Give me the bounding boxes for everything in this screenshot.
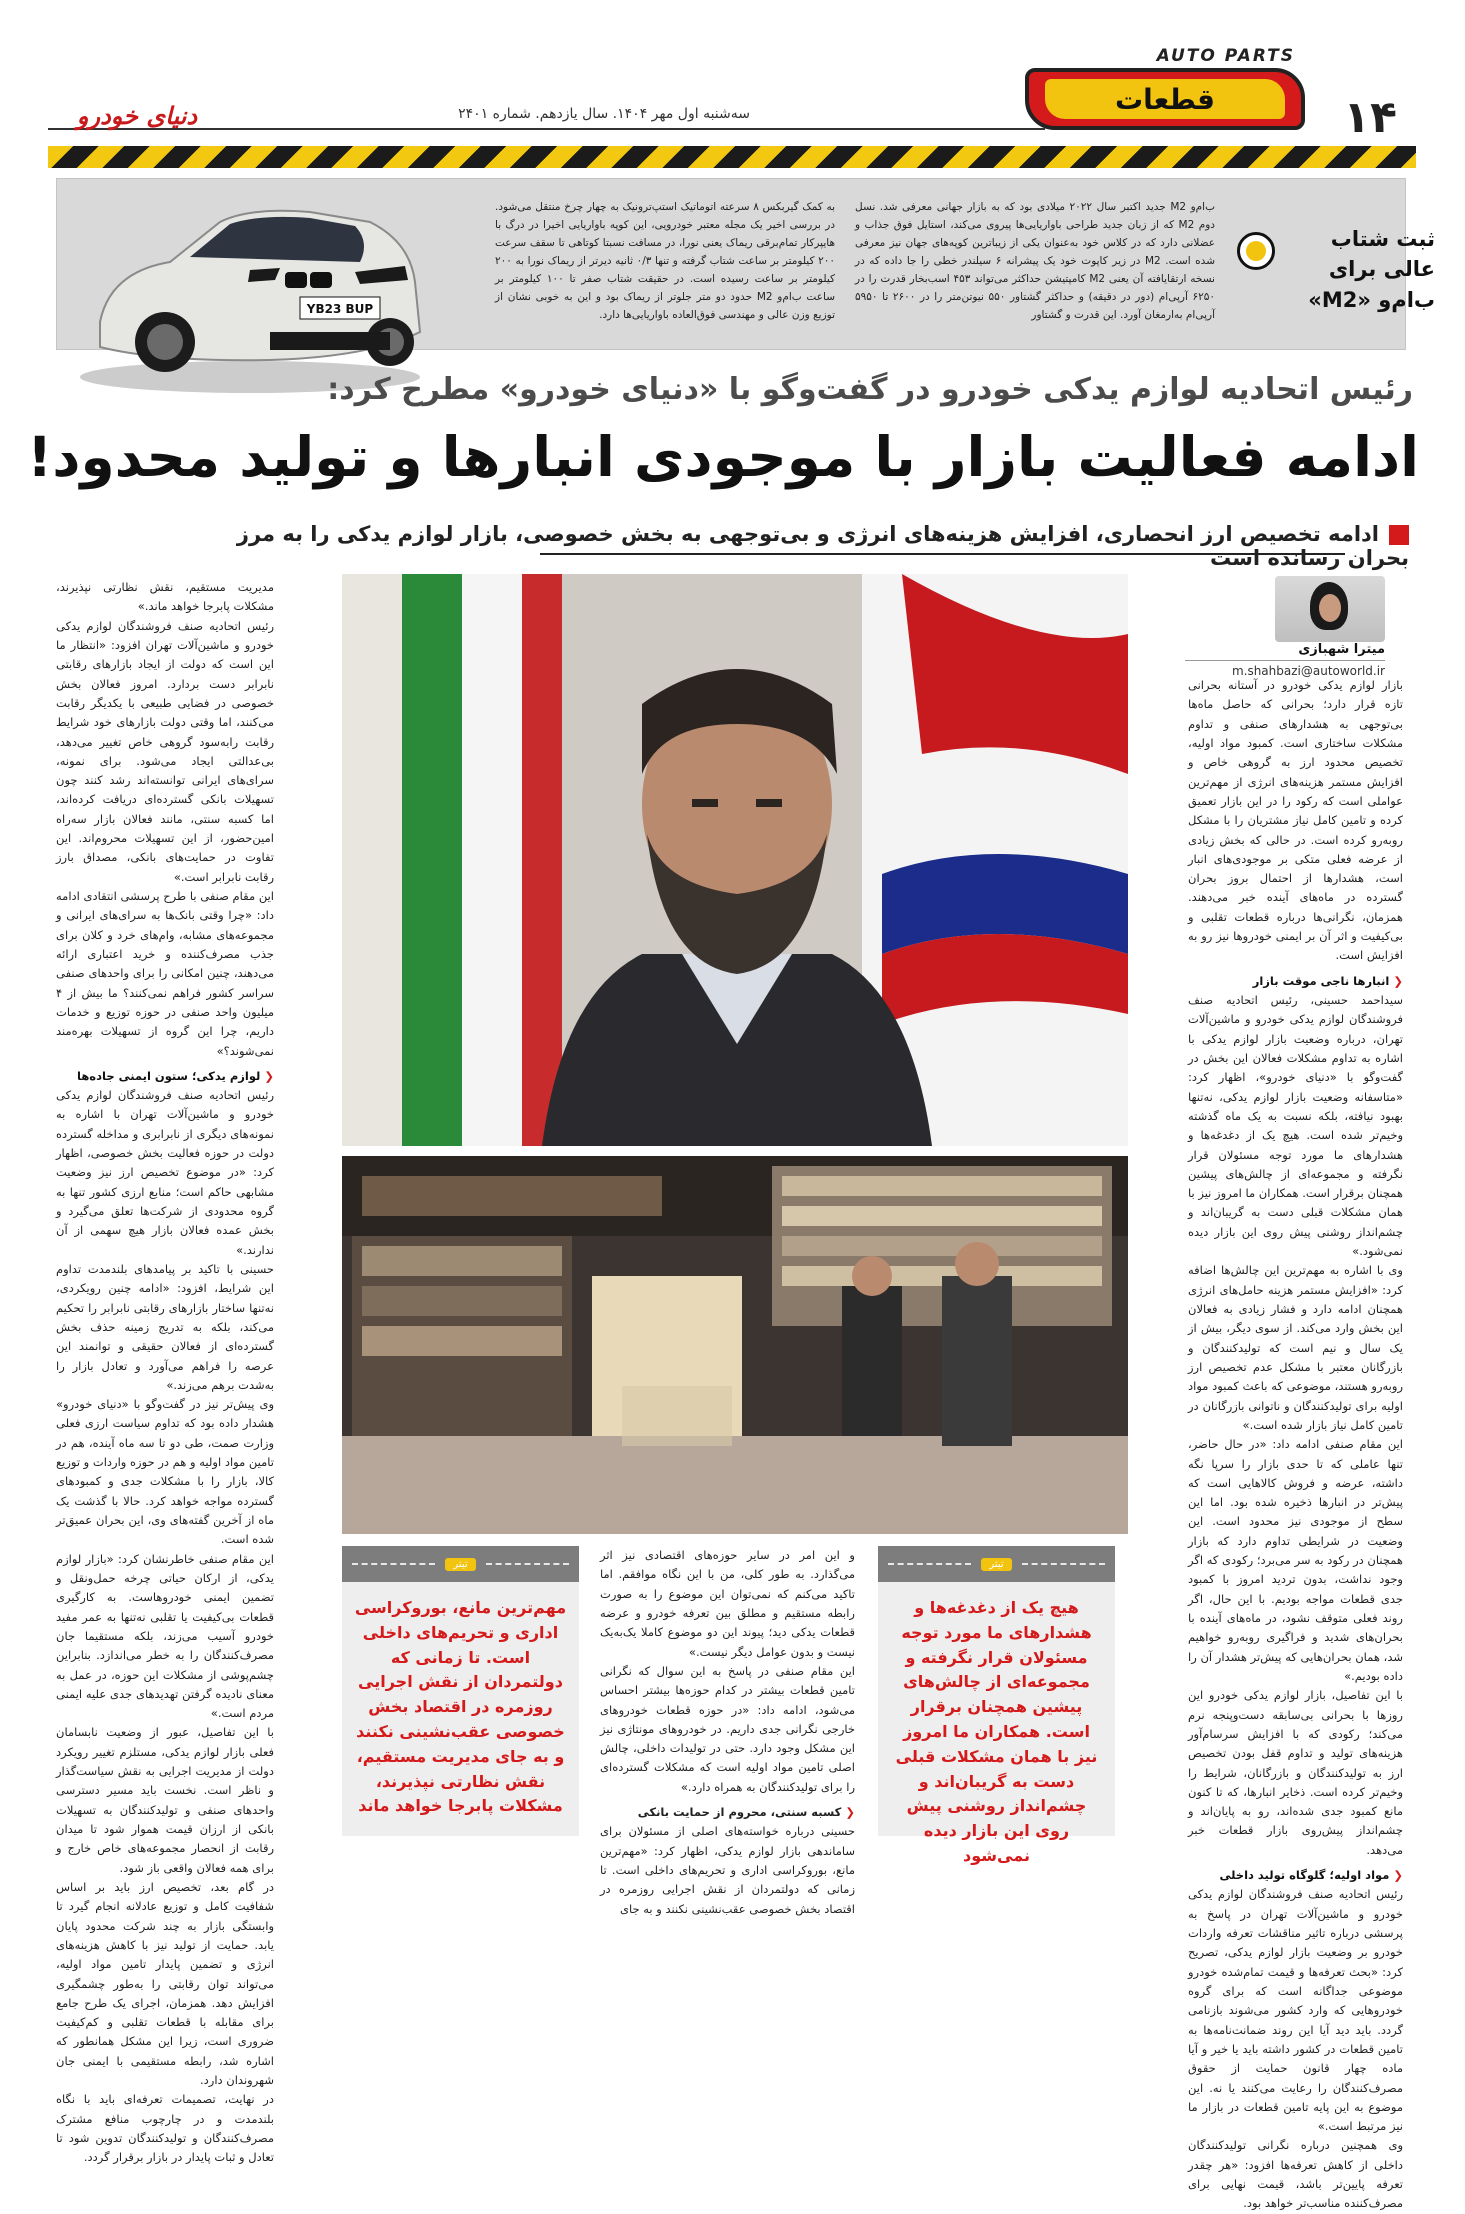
subheading: ❮ انبارها ناجی موقت بازار [1252,973,1403,988]
paragraph: وی با اشاره به مهم‌ترین این چالش‌ها اضافه کرد: «افزایش مستمر هزینه حامل‌های انرژی همچنان ادامه دارد و فشار زیادی به فعالان این بخش وارد می‌کند. از سوی دیگر، بیش از یک سال و نیم است که تولیدکنندگان و بازرگانان معتبر با مشکل عدم تخصیص ارز روبه‌رو هستند، موضوعی که باعث کمبود مواد اولیه برای تولیدکنندگان و ناتوانی بازرگانان در تامین کامل نیاز بازار شده است.» [1188,1263,1403,1432]
pull-quote-left [342,1546,579,1836]
article-headline: ادامه فعالیت بازار با موجودی انبارها و تولید محدود! [27,425,1419,489]
arrow-dot [1246,241,1266,261]
author-email: m.shahbazi@autoworld.ir [1231,664,1385,678]
author-rule [1185,660,1385,661]
pull-quote-text: هیچ یک از دغدغه‌ها و هشدارهای ما مورد توجه مسئولان قرار نگرفته و مجموعه‌ای از چالش‌های پیشین همچنان برقرار است. همکاران ما امروز نیز با همان مشکلات قبلی دست به گریبان‌اند و چشم‌انداز روشنی پیش روی این بازار دیده نمی‌شود [895,1598,1098,1865]
paragraph: رئیس اتحادیه صنف فروشندگان لوازم یدکی خودرو و ماشین‌آلات تهران با اشاره به نمونه‌های دیگری از نابرابری و مداخله گسترده دولت در حوزه فعالیت بخش خصوصی، اظهار کرد: «در موضوع تخصیص ارز نیز وضعیت مشابهی حاکم است؛ منابع ارزی کشور تنها به گروه محدودی از شرکت‌ها تعلق می‌گیرد و بخش عمده فعالان بازار هیچ سهمی از آن ندارند.» [56,1088,274,1257]
section-title: قطعات [1045,79,1285,119]
paragraph: سیداحمد حسینی، رئیس اتحادیه صنف فروشندگان لوازم یدکی خودرو و ماشین‌آلات تهران، درباره وضعیت بازار لوازم یدکی با اشاره به تداوم مشکلات فعالان این بخش در گفت‌وگو با «دنیای خودرو»، اظهار کرد: «متاسفانه وضعیت بازار لوازم یدکی، نه‌تنها بهبود نیافته، بلکه نسبت به یک ماه گذشته وخیم‌تر شده است. هیچ یک از دغدغه‌ها و هشدارهای ما مورد توجه مسئولان قرار نگرفته و مجموعه‌ای از چالش‌های پیشین همچنان برقرار است. همکاران ما امروز نیز با همان مشکلات قبلی دست به گریبان‌اند و چشم‌انداز روشنی پیش روی این بازار دیده نمی‌شود.» [1187,993,1403,1259]
issue-info: سه‌شنبه اول مهر ۱۴۰۴. سال یازدهم. شماره ۲۴۰۱ [458,106,750,122]
paragraph: این مقام صنفی با طرح پرسشی انتقادی ادامه داد: «چرا وقتی بانک‌ها به سرای‌های ایرانی و مجموعه‌های مشابه، وام‌های خرد و کلان برای جذب مصرف‌کننده و خرید اعتباری ارائه می‌دهند، چنین امکانی را برای واحدهای صنفی سراسر کشور فراهم نمی‌کنند؟ ما بیش از ۴ میلیون واحد صنفی در حوزه توزیع و خدمات داریم، چرا این گروه از تسهیلات بهره‌مند نمی‌شوند؟» [56,889,274,1058]
article-subheadline [209,522,1409,570]
arrow-icon [1237,232,1275,270]
quote-tag: تیتر [445,1558,475,1571]
promo-text-col-2: به کمک گیربکس ۸ سرعته اتوماتیک استپ‌ترونیک به چهار چرخ منتقل می‌شود. در بررسی اخیر یک مجله معتبر خودرویی، این کوپه باواریایی اخیرا در درگ با هایپرکار تمام‌برقی ریماک یعنی نورا، در مسافت نسبتا کوتاهی تا سقف سرعت ۲۰۰ کیلومتر بر ساعت شتاب گرفته و تنها ۰/۳ ثانیه دیرتر از ریماک نورا به ۲۰۰ کیلومتر بر ساعت رسیده است. در حقیقت شتاب صفر تا ۱۰۰ کیلومتر بر ساعت ب‌ام‌و M2 حدود دو متر جلوتر از ریماک بود و این به خوبی نشان از توزیع وزن عالی و مهندسی فوق‌العاده باواریایی‌ها دارد. [495,201,836,322]
interview-portrait-photo [342,574,1128,1146]
paragraph: در گام بعد، تخصیص ارز باید بر اساس شفافیت کامل و توزیع عادلانه انجام گیرد تا وابستگی بازار به چند شرکت محدود پایان یابد. حمایت از تولید نیز با کاهش هزینه‌های انرژی و تضمین پایدار تامین مواد اولیه، می‌تواند توان رقابتی را به‌طور چشمگیری افزایش دهد. همزمان، اجرای یک طرح جامع برای مقابله با قطعات تقلبی و کم‌کیفیت ضروری است، زیرا این مشکل همانطور که اشاره شد، رابطه مستقیمی با ایمنی جان شهروندان دارد. [56,1879,274,2088]
license-plate: YB23 BUP [306,302,374,316]
red-square-icon [1389,525,1409,545]
paragraph: این مقام صنفی در پاسخ به این سوال که نگرانی تامین قطعات بیشتر در کدام حوزه‌ها بیشتر احساس می‌شود، ادامه داد: «در حوزه قطعات خودروهای خارجی نگرانی جدی داریم. در خودروهای مونتاژی نیز این مشکل وجود دارد. حتی در تولیدات داخلی، چالش اصلی تامین مواد اولیه است که مشکلات گسترده‌ای را برای تولیدکنندگان به همراه دارد.» [600,1663,855,1794]
article-column-left [56,578,274,2165]
paragraph: و این امر در سایر حوزه‌های اقتصادی نیز اثر می‌گذارد. به طور کلی، من با این نگاه موافقم. اما تاکید می‌کنم که نمی‌توان این موضوع را به صورت رابطه مستقیم و مطلق بین تعرفه خودرو و عرضه قطعات یدکی دید؛ پیوند این دو موضوع کاملا یک‌به‌یک نیست و بدون عوامل دیگر نیست.» [600,1548,855,1659]
subheadline-text: ادامه تخصیص ارز انحصاری، افزایش هزینه‌های انرژی و بی‌توجهی به بخش خصوصی، بازار لوازم یدکی را به مرز بحران رسانده است [236,522,1409,570]
newspaper-logo: دنیای خودرو [76,102,198,130]
author-avatar [1275,576,1385,642]
paragraph: مدیریت مستقیم، نقش نظارتی نپذیرند، مشکلات پابرجا خواهد ماند.» [56,580,274,614]
pull-quote-right [878,1546,1115,1865]
paragraph: با این تفاصیل، بازار لوازم یدکی خودرو این روزها با بحرانی بی‌سابقه دست‌وپنجه نرم می‌کند؛ رکودی که با افزایش سرسام‌آور هزینه‌های تولید و تداوم قفل بودن تخصیص ارز به تولیدکنندگان و بازرگانان، شرایط را وخیم‌تر کرده است. ذخایر انبارها، که تا کنون مانع کمبود جدی شده‌اند، رو به پایان‌اند و چشم‌انداز پیش‌روی بازار قطعات خبر می‌دهد. [1188,1688,1403,1857]
paragraph: با این تفاصیل، عبور از وضعیت نابسامان فعلی بازار لوازم یدکی، مستلزم تغییر رویکرد دولت از مدیریت اجرایی به نقش سیاست‌گذار و ناظر است. نخست باید مسیر دسترسی واحدهای صنفی و تولیدکنندگان به تسهیلات بانکی از ارزان قیمت هموار شود تا میدان رقابت از انحصار مجموعه‌های خاص خارج و برای همه فعالان واقعی باز شود. [56,1725,274,1875]
subheading: ❮ کسبه سنتی، محروم از حمایت بانکی [637,1805,855,1820]
paragraph: این مقام صنفی ادامه داد: «در حال حاضر، تنها عاملی که تا حدی بازار را سرپا نگه داشته، عرضه و فروش کالاهایی است که پیش‌تر در انبارها ذخیره شده بود. اما این سطح از موجودی نیز محدود است. این وضعیت در شرایطی تداوم دارد که بازار همچنان در رکود به سر می‌برد؛ رکودی که اگر وجود نداشت، بدون تردید امروز با کمبود جدی قطعات مواجه بودیم. با این حال، اگر روند فعلی متوقف نشود، در ماه‌های آینده با بحران‌های شدید و فراگیری روبه‌رو خواهیم شد، همان بحران‌هایی که پیش‌تر هشدار آن را داده بودیم.» [1188,1437,1403,1683]
paragraph: وی همچنین درباره نگرانی تولیدکنندگان داخلی از کاهش تعرفه‌ها افزود: «هر چقدر تعرفه پایین‌تر باشد، قیمت نهایی برای مصرف‌کننده مناسب‌تر خواهد بود. [1188,2138,1403,2211]
subheadline-underline [540,553,1345,555]
author-name: میترا شهبازی [1298,642,1385,657]
paragraph: این مقام صنفی خاطرنشان کرد: «بازار لوازم یدکی، از ارکان حیاتی چرخه حمل‌ونقل و تضمین ایمنی خودروهاست. به کارگیری قطعات بی‌کیفیت یا تقلبی نه‌تنها به عمر مفید خودرو آسیب می‌زند، بلکه مستقیما جان مصرف‌کنندگان را به خطر می‌اندازد. بنابراین چشم‌پوشی از مشکلات این حوزه، در عمل به معنای نادیده گرفتن تهدیدهای جدی علیه ایمنی مردم است.» [56,1551,274,1721]
paragraph: حسینی با تاکید بر پیامدهای بلندمدت تداوم این شرایط، افزود: «ادامه چنین رویکردی، نه‌تنها ساختار بازارهای رقابتی نابرابر را تحکیم می‌کند، بلکه به تدریج زمینه حذف بخش گسترده‌ای از فعالان حقیقی و توانمند این عرصه را فراهم می‌آورد و تعادل بازار را به‌شدت برهم می‌زند.» [56,1261,274,1392]
paragraph: در نهایت، تصمیمات تعرفه‌ای باید با نگاه بلندمدت و در چارچوب منافع مشترک مصرف‌کنندگان و تولیدکنندگان تدوین شود تا تعادل و ثبات پایدار در بازار برقرار گردد. [56,2092,274,2165]
promo-title: ثبت شتاب عالی برای ب‌ام‌و «M2» [1308,227,1435,312]
subheading: ❮ مواد اولیه؛ گلوگاه تولید داخلی [1219,1868,1403,1883]
quote-tag-bar [878,1546,1115,1582]
article-kicker: رئیس اتحادیه لوازم یدکی خودرو در گفت‌وگو با «دنیای خودرو» مطرح کرد: [327,372,1413,407]
paragraph: رئیس اتحادیه صنف فروشندگان لوازم یدکی خودرو و ماشین‌آلات تهران در پاسخ به پرسشی درباره تاثیر مناقشات تعرفه واردات خودرو بر وضعیت بازار لوازم یدکی، تصریح کرد: «بحث تعرفه‌ها و قیمت تمام‌شده خودرو موضوعی جداگانه است که برای گروه خودروهایی که وارد کشور می‌شوند بازنامی گردد. باید دید آیا این روند ضمانت‌نامه‌ها به تامین قطعات در کشور داشته باید یا خیر و آیا ماده چهار قانون حمایت از حقوق مصرف‌کنندگان را رعایت می‌کنند یا نه. این موضوع به این پایه تامین قطعات در بازار ما نیز مرتبط است.» [1188,1887,1403,2134]
paragraph: بازار لوازم یدکی خودرو در آستانه بحرانی تازه قرار دارد؛ بحرانی که حاصل ماه‌ها بی‌توجهی به هشدارهای صنفی و تداوم مشکلات ساختاری است. کمبود مواد اولیه، تخصیص محدود ارز به گروهی خاص و افزایش مستمر هزینه‌های انرژی از مهم‌ترین عواملی است که رکود را در این بازار تعمیق کرده و تامین کامل نیاز مشتریان را با مشکل روبه‌رو کرده است. در حالی که بخش زیادی از عرضه فعلی متکی بر موجودی‌های انبار است، هشدارها از احتمال بروز بحران گسترده در ماه‌های آینده خبر می‌دهند. همزمان، نگرانی‌ها درباره قطعات تقلبی و بی‌کیفیت و اثر آن بر ایمنی خودروها نیز رو به افزایش است. [1188,678,1403,963]
paragraph: وی پیش‌تر نیز در گفت‌وگو با «دنیای خودرو» هشدار داده بود که تداوم سیاست ارزی فعلی وزارت صمت، طی دو تا سه ماه آینده، هم در تامین مواد اولیه و هم در حوزه واردات و توزیع کالا، بازار را با مشکلات جدی و کمبودهای گسترده مواجه خواهد کرد. حالا با گذشت یک ماه از آخرین گفته‌های وی، این بحران عمیق‌تر شده است. [56,1397,274,1547]
paragraph: رئیس اتحادیه صنف فروشندگان لوازم یدکی خودرو و ماشین‌آلات تهران افزود: «انتظار ما این است که دولت از ایجاد بازارهای رقابتی نابرابر دست بردارد. امروز فعالان بخش خصوصی در فضایی طبیعی با یکدیگر رقابت می‌کنند، اما وقتی دولت بازارهای خود شرایط رقابت رابه‌سود گروهی خاص تغییر می‌دهد، بی‌عدالتی ایجاد می‌شود. برای نمونه، سرای‌های ایرانی توانسته‌اند رشد کنند چون تسهیلات بانکی گسترده‌ای دریافت کرده‌اند، اما کسبه سنتی، مانند فعالان بازار سه‌راه امین‌حضور، از این تسهیلات محروم‌اند. این تفاوت در حمایت‌های بانکی، مصداق بارز رقابت نابرابر است.» [56,618,274,884]
section-badge [1025,68,1305,130]
car-image [70,162,430,402]
article-column-center [600,1546,855,1976]
promo-text-col-1: ب‌ام‌و M2 جدید اکتبر سال ۲۰۲۲ میلادی بود که به بازار جهانی معرفی شد. نسل دوم M2 که از زبان جدید طراحی باواریایی‌ها پیروی می‌کند، استایل فوق جذاب و عضلانی دارد که در کلاس خود به‌عنوان یکی از زیباترین کوپه‌های جهان نیز معرفی شده است. M2 در زیر کاپوت خود یک پیشرانه ۶ سیلندر خطی را جا داده که در نسخه ارتقایافته آن یعنی M2 کامپتیشن حداکثر می‌تواند ۴۵۳ اسب‌بخار قدرت را در ۶۲۵۰ آرپی‌ام (دور در دقیقه) و حداکثر گشتاور ۵۵۰ نیوتن‌متر را در ۲۶۰۰ تا ۵۹۵۰ آرپی‌ام به‌ارمغان آورد. این قدرت و گشتاور [855,201,1216,322]
parts-shop-photo [342,1156,1128,1534]
pull-quote-text: مهم‌ترین مانع، بوروکراسی اداری و تحریم‌های داخلی است. تا زمانی که دولتمردان از نقش اجرایی روزمره در اقتصاد بخش خصوصی عقب‌نشینی نکنند و به جای مدیریت مستقیم، نقش نظارتی نپذیرند، مشکلات پابرجا خواهد ماند [354,1598,567,1816]
paragraph: حسینی درباره خواسته‌های اصلی از مسئولان برای ساماندهی بازار لوازم یدکی، اظهار کرد: «مهم‌ترین مانع، بوروکراسی اداری و تحریم‌های داخلی است. تا زمانی که دولتمردان از نقش اجرایی روزمره در اقتصاد بخش خصوصی عقب‌نشینی نکنند و به جای [600,1824,855,1916]
quote-tag: تیتر [981,1558,1011,1571]
subheading: ❮ لوازم یدکی؛ ستون ایمنی جاده‌ها [77,1068,274,1083]
page-number: ۱۴ [1343,92,1397,143]
quote-tag-bar [342,1546,579,1582]
auto-parts-label: AUTO PARTS [1156,46,1295,66]
article-column-right [1187,676,1403,2211]
